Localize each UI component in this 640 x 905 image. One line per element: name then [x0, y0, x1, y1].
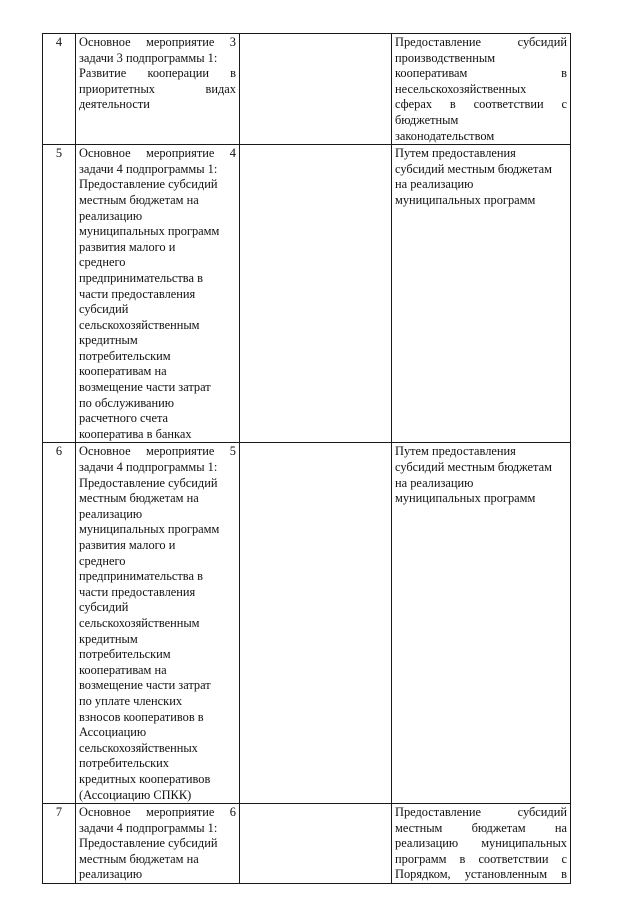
text-line: несельскохозяйственных [395, 81, 527, 96]
text-word: соответствии [473, 97, 544, 112]
text-line: по уплате членских [79, 693, 183, 708]
text-line: на реализацию [395, 177, 474, 192]
text-word: Развитие [79, 66, 127, 81]
text-line: местным бюджетам на [79, 192, 199, 207]
text-line [395, 836, 567, 852]
table-row [43, 145, 571, 443]
text-line: Ассоциацию [79, 725, 147, 740]
text-line: сельскохозяйственных [79, 740, 198, 755]
text-line: возмещение части затрат [79, 380, 211, 395]
text-line: Путем предоставления [395, 444, 516, 459]
row-number: 7 [55, 805, 63, 820]
mechanism-cell [392, 804, 571, 884]
text-word: программ [395, 851, 447, 866]
text-line: производственным [395, 50, 496, 65]
text-word: приоритетных [79, 81, 155, 96]
text-line [79, 146, 236, 162]
empty-cell [240, 804, 392, 884]
text-line: среднего [79, 255, 126, 270]
row-number-cell [43, 145, 76, 443]
text-line: предпринимательства в [79, 270, 203, 285]
text-word: 4 [229, 146, 236, 161]
text-line [395, 867, 567, 883]
text-line: кооператива в банках [79, 426, 192, 441]
text-line: кооперативам на [79, 662, 167, 677]
text-word: кооперации [147, 66, 209, 81]
text-line: местным бюджетам на [79, 851, 199, 866]
mechanism-cell [392, 34, 571, 145]
text-word: местным [395, 820, 443, 835]
text-line: части предоставления [79, 584, 196, 599]
text-line: местным бюджетам на [79, 491, 199, 506]
mechanism-cell [392, 145, 571, 443]
text-word: в [449, 97, 456, 112]
text-line: развития малого и [79, 538, 176, 552]
text-line: задачи 4 подпрограммы 1: [79, 460, 218, 475]
text-word: соответствии [478, 851, 549, 866]
text-line: бюджетным [395, 112, 459, 127]
text-line: задачи 4 подпрограммы 1: [79, 161, 218, 176]
text-word: 5 [229, 444, 236, 459]
text-line: развития малого и [79, 239, 176, 254]
text-word: видах [205, 81, 236, 96]
text-word: Основное [79, 146, 131, 161]
row-number: 6 [55, 444, 63, 459]
text-word: реализацию [395, 836, 459, 851]
text-word: в [561, 867, 567, 882]
text-line [79, 82, 236, 98]
text-line: субсидий [79, 600, 129, 615]
text-word: субсидий [517, 805, 567, 820]
text-word: субсидий [517, 35, 567, 49]
table-row [43, 804, 571, 884]
row-number-cell [43, 34, 76, 145]
text-word: с [561, 97, 567, 112]
text-word: в [459, 851, 466, 866]
text-line: Путем предоставления [395, 146, 516, 161]
text-line: по обслуживанию [79, 395, 175, 410]
text-line: субсидий местным бюджетам [395, 460, 552, 475]
text-line [395, 821, 567, 837]
text-word: Основное [79, 805, 131, 820]
text-line [395, 97, 567, 113]
text-line: сельскохозяйственным [79, 317, 200, 332]
text-line [395, 852, 567, 868]
text-word: Предоставление [395, 805, 481, 820]
text-line [79, 66, 236, 82]
text-line: потребительских [79, 756, 169, 771]
text-line: муниципальных программ [395, 491, 536, 506]
text-word: сферах [395, 97, 433, 112]
text-line: Предоставление субсидий [79, 177, 218, 192]
text-word: мероприятие [145, 146, 215, 161]
event-cell [76, 443, 240, 804]
text-line: сельскохозяйственным [79, 615, 200, 630]
text-line: возмещение части затрат [79, 678, 211, 693]
text-word: с [561, 851, 567, 866]
text-word: Основное [79, 35, 131, 49]
text-word: 3 [229, 35, 236, 49]
text-line [79, 35, 236, 51]
event-cell [76, 34, 240, 145]
text-word: муниципальных [481, 836, 567, 851]
text-line: расчетного счета [79, 411, 169, 426]
text-line [79, 444, 236, 460]
text-line [395, 35, 567, 51]
text-line: кредитным [79, 333, 138, 348]
text-line: кооперативам на [79, 364, 167, 379]
text-word: установленным [464, 867, 548, 882]
text-word: бюджетам [471, 820, 526, 835]
text-line: (Ассоциацию СПКК) [79, 787, 192, 802]
text-line: среднего [79, 553, 126, 568]
event-cell [76, 145, 240, 443]
table-row [43, 34, 571, 145]
text-line: предпринимательства в [79, 569, 203, 584]
text-line: задачи 4 подпрограммы 1: [79, 820, 218, 835]
row-number-cell [43, 804, 76, 884]
text-word: в [561, 66, 567, 81]
text-line [395, 805, 567, 821]
text-line: деятельности [79, 97, 150, 112]
text-line: взносов кооперативов в [79, 709, 204, 724]
text-word: Основное [79, 444, 131, 459]
text-line [395, 66, 567, 82]
text-line: законодательством [395, 128, 495, 143]
text-line: кредитным [79, 631, 138, 646]
text-word: мероприятие [145, 35, 215, 49]
text-word: Порядком, [395, 867, 451, 882]
row-number: 5 [55, 146, 63, 161]
text-line: муниципальных программ [79, 522, 220, 537]
text-line: потребительским [79, 348, 171, 363]
text-line: муниципальных программ [79, 224, 220, 239]
program-measures-table [42, 33, 571, 884]
table-row [43, 443, 571, 804]
text-word: кооперативам [395, 66, 468, 81]
text-word: 6 [229, 805, 236, 820]
event-cell [76, 804, 240, 884]
text-line: реализацию [79, 506, 143, 521]
row-number-cell [43, 443, 76, 804]
text-line: задачи 3 подпрограммы 1: [79, 50, 218, 65]
text-word: мероприятие [145, 805, 215, 820]
text-line: муниципальных программ [395, 192, 536, 207]
text-line: субсидий [79, 302, 129, 317]
text-word: Предоставление [395, 35, 481, 49]
text-word: мероприятие [145, 444, 215, 459]
text-line: Предоставление субсидий [79, 475, 218, 490]
table-body [43, 34, 571, 884]
text-line: реализацию [79, 867, 143, 882]
row-number: 4 [55, 35, 63, 49]
mechanism-cell [392, 443, 571, 804]
text-line: субсидий местным бюджетам [395, 161, 552, 176]
text-line: на реализацию [395, 475, 474, 490]
text-line: Предоставление субсидий [79, 836, 218, 851]
text-word: на [554, 820, 567, 835]
text-line: потребительским [79, 647, 171, 662]
text-line [79, 805, 236, 821]
empty-cell [240, 34, 392, 145]
text-line: кредитных кооперативов [79, 771, 211, 786]
text-word: в [230, 66, 236, 81]
empty-cell [240, 145, 392, 443]
text-line: реализацию [79, 208, 143, 223]
empty-cell [240, 443, 392, 804]
text-line: части предоставления [79, 286, 196, 301]
